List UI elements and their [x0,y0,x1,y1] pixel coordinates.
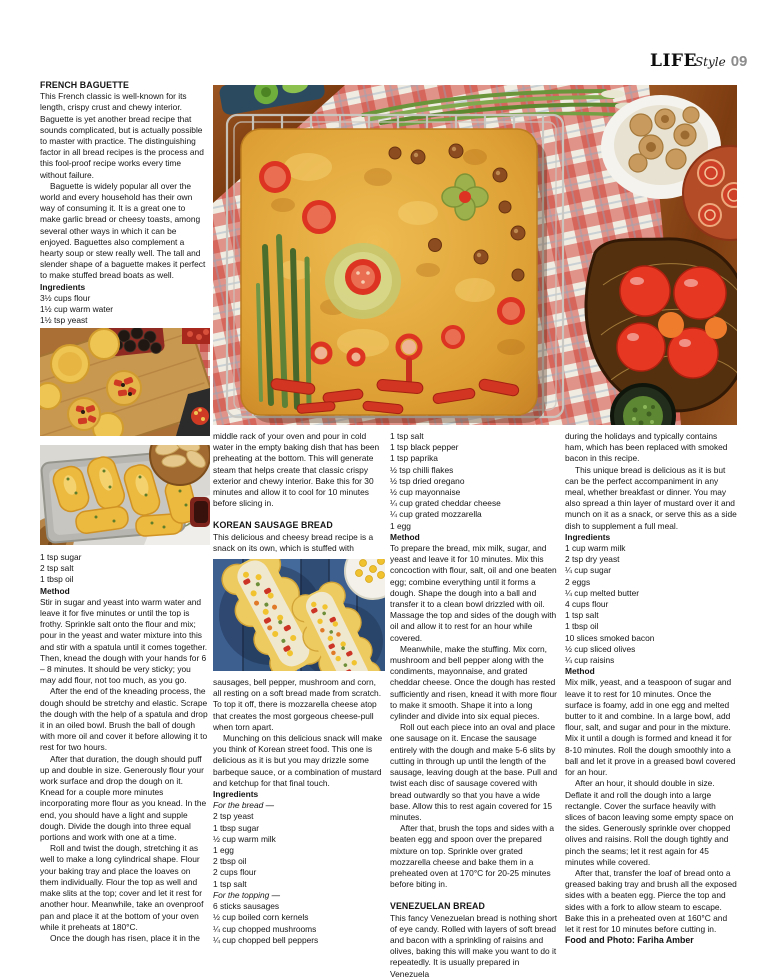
ingredient-line: 6 sticks sausages [213,901,280,912]
article-paragraph: After the end of the kneading process, the dough should be stretchy and elastic. Scrape the dough with the help of a spatula and drop it in an oiled bowl. Brush the ball of dough with more oil and cover it before allowing it to rest for two hours. [40,686,208,753]
ingredient-line: 10 slices smoked bacon [565,632,655,643]
article-paragraph: Roll out each piece into an oval and place one sausage on it. Encase the sausage entirely with the dough and make 5-6 slits by cutting in through up until the length of the sausage, leaving dough at the base. Pull and twist each disc of sausage covered with bread outwardly so that you have a wide base. Allow this to rest again covered for 15 minutes. [390,722,558,822]
ingredient-line: 2 tsp yeast [213,811,254,822]
photo-garden-focaccia [213,85,737,425]
ingredient-line: 2 eggs [565,576,591,587]
article-paragraph: middle rack of your oven and pour in cold water in the empty baking dish that has been preheating at the bottom. This will generate steam that helps create that classic crispy exterior and chewy interior. Bake this for 30 minutes and allow it to cool for 10 minutes before slicing in. [213,431,380,509]
ingredient-line: 1 tbsp oil [40,574,74,585]
ingredient-line: 2 tbsp oil [213,856,247,867]
article-paragraph: This unique bread is delicious as it is but can be the perfect accompaniment in any meal, whether breakfast or dinner. You may also spread a thin layer of mustard over it and munch on it as a snack, or serve this as a side dish to supplement a full meal. [565,464,737,531]
article-paragraph: Meanwhile, make the stuffing. Mix corn, mushroom and bell pepper along with the condiments, mayonnaise, and grated cheddar cheese. Once the dough has rested sufficiently and risen, knead it with more flour to make it smooth. Shape it into a long cylinder and divide into six equal pieces. [390,643,557,722]
article-paragraph: After that duration, the dough should puff up and double in size. Generously flour your work surface and drop the dough on it. Knead for a couple more minutes incorporating more flour as you knead. In the end, you should have a light and supple dough. Divide the dough into three equal portions and work with one at a time. [40,753,207,843]
logo-style-text: Style [694,55,726,69]
article-paragraph: Baguette is widely popular all over the world and every household has their own way of consuming it. It is a great one to make garlic bread or cheesy toasts, among several other ways in which it can be enjoyed. Baguettes also complement a hearty soup or stew really well. The tall and slender shape of a baguette makes it perfect to make stuffed bread boats as well. [40,180,206,281]
photo-korean-sausage-bread [213,559,385,671]
focaccia-bread [241,129,547,423]
ingredient-line: 1½ tsp yeast [40,315,88,326]
article-paragraph: Mix milk, yeast, and a teaspoon of sugar and leave it to rest for 10 minutes. Once the surface is foamy, add in one egg and melted butter to it and combine. In a large bowl, add flour, salt, and sugar and pour in the mixture. Mix it until a dough is formed and knead it for 8-10 minutes. Roll the dough smoothly into a ball and let it prove in a greased bowl covered for an hour. [565,677,736,778]
article-paragraph: This fancy Venezuelan bread is nothing short of eye candy. Rolled with layers of soft bread and bacon with a sprinkling of raisins and olives, baking this will make you want to do it repeatedly. It is usually prepared in Venezuela [390,912,558,979]
ingredient-line: 3½ cups flour [40,292,91,303]
article-paragraph: Munching on this delicious snack will make you think of Korean street food. This one is delicious as it is but you may drizzle some barbeque sauce, or a combination of mustard and ketchup for that final touch. [213,733,383,788]
article-paragraph: Once the dough has risen, place it in the [50,932,200,943]
method-label: Method [390,531,420,542]
article-paragraph: Stir in sugar and yeast into warm water and leave it for five minutes or until the top is frothy. Sprinkle salt onto the flour and mix; pour in the yeast and water mixture into this and stir with a spatula until it comes together. Then, knead the dough with your hands for 6 – 8 minutes. It should be very sticky; you may add flour, not too much, as you go. [40,596,208,686]
method-label: Method [40,585,70,596]
method-label: Method [565,666,595,677]
ingredient-line: 1 tsp salt [390,431,424,441]
column-3 [390,431,558,980]
ingredient-line: ½ tsp dried oregano [390,475,465,486]
logo-life-text: LIFE [650,51,697,71]
ingredient-line: ½ cup mayonnaise [390,487,461,498]
ingredient-line: 4 cups flour [565,599,609,610]
column-4 [565,431,737,946]
ingredient-line: 1 egg [213,845,234,856]
ingredient-line: ¼ cup chopped bell peppers [213,934,319,945]
sub-label-for-bread: For the bread — [213,800,274,811]
ingredient-list [213,901,385,946]
ingredient-line: 2 tsp dry yeast [565,554,620,565]
ingredients-label: Ingredients [213,789,259,800]
ingredient-list [40,552,208,586]
column-2 [213,431,385,946]
column-1-upper [40,80,208,326]
article-paragraph: After an hour, it should double in size. Deflate it and roll the dough into a large rectangle. Cover the surface heavily with slices of bacon leaving some empty space on the sides. Generously sprinkle over chopped olives and raisins. Roll the dough tightly and pinch the seams; let it rest again for 45 minutes while covered. [565,778,734,867]
article-paragraph: This French classic is well-known for its length, crispy crust and chewy interior. Baguette is yet another bread recipe that sounds complicated, but is actually possible to master with practice. The distinguishing factor in all bread recipes is the process and this fool-proof recipe works every time without failure. [40,91,204,180]
ingredient-line: 2 cups flour [213,867,257,878]
sub-label-for-topping: For the topping — [213,889,281,900]
article-paragraph: during the holidays and typically contains ham, which has been replaced with smoked bacon in this recipe. [565,431,728,464]
ingredient-line: 1 tsp black pepper [390,442,459,453]
ingredient-list [40,293,208,327]
photo-credit: Food and Photo: Fariha Amber [565,935,694,946]
article-title-venezuelan-bread: VENEZUELAN BREAD [390,901,485,912]
column-1-lower [40,552,208,944]
ingredient-line: 1 tsp paprika [390,453,438,464]
photo-garlic-bread [40,445,210,545]
ingredients-label: Ingredients [40,281,86,292]
ingredient-line: ½ tsp chilli flakes [390,464,454,475]
ingredients-label: Ingredients [565,531,611,542]
article-paragraph: After that, transfer the loaf of bread onto a greased baking tray and brush all the exposed sides with a beaten egg. Pierce the top and sides with a fork to allow steam to escape. Bake this in a preheated oven at 160°C and let it rest for 10 minutes before cutting in. [565,867,737,934]
article-paragraph: Roll and twist the dough, stretching it as well to make a long cylindrical shape. Flour your baking tray and place the loaves on them individually. Flour the top as well and make slits at the top; cover and let it rest for another hour. Meanwhile, take an ovenproof pan and place it at the bottom of your oven while it preheats at 180°C. [40,843,204,932]
ingredient-list [390,431,558,532]
photo-bruschetta-toasts [40,328,210,436]
article-title-french-baguette: FRENCH BAGUETTE [40,80,129,90]
ingredient-line: 1 egg [390,520,411,531]
ingredient-line: 1 cup warm milk [565,543,626,554]
article-paragraph: sausages, bell pepper, mushroom and corn, all resting on a soft bread made from scratch. To top it off, there is mozzarella cheese atop that creates the most gorgeous cheese-pull when torn apart. [213,677,382,732]
article-paragraph: After that, brush the tops and sides with a beaten egg and spoon over the prepared mixture on top. Sprinkle over grated mozzarella cheese and bake them in a preheated oven at 170°C for 20-25 minutes before biting in. [390,823,555,890]
ingredient-line: ¼ cup grated mozzarella [390,509,482,520]
article-paragraph: This delicious and cheesy bread recipe is a snack on its own, which is stuffed with [213,531,374,553]
ingredient-line: ¼ cup melted butter [565,587,640,598]
article-title-korean-sausage-bread: KOREAN SAUSAGE BREAD [213,520,333,531]
ingredient-line: 1 tsp salt [213,878,247,889]
ingredient-line: 1 tsp salt [565,610,599,621]
ingredient-line: ¼ cup chopped mushrooms [213,923,317,934]
ingredient-line: ½ cup sliced olives [565,643,636,654]
ingredient-line: ½ cup boiled corn kernels [213,912,309,923]
article-paragraph: To prepare the bread, mix milk, sugar, and yeast and leave it for 10 minutes. Mix this concoction with flour, salt, oil and one beaten egg; combine everything until it forms a dough. Shape the dough into a ball and transfer it to a clean bowl drizzled with oil. Massage the top and sides of the dough with oil and allow it to rest for an hour while covered. [390,543,557,643]
ingredient-line: ¼ cup raisins [565,655,615,666]
ingredient-line: ½ cup warm milk [213,833,276,844]
ingredient-line: ¼ cup sugar [565,565,612,576]
ingredient-list [565,543,737,666]
ingredient-line: ¼ cup grated cheddar cheese [390,498,501,509]
ingredient-line: 1 tsp sugar [40,552,82,562]
ingredient-line: 1 tbsp sugar [213,822,260,833]
page-number: 09 [730,53,748,70]
ingredient-line: 2 tsp salt [40,563,74,574]
ingredient-line: 1½ cup warm water [40,304,114,315]
lifestyle-masthead [650,51,747,71]
ingredient-list [213,811,385,889]
ingredient-line: 1 tbsp oil [565,621,599,632]
